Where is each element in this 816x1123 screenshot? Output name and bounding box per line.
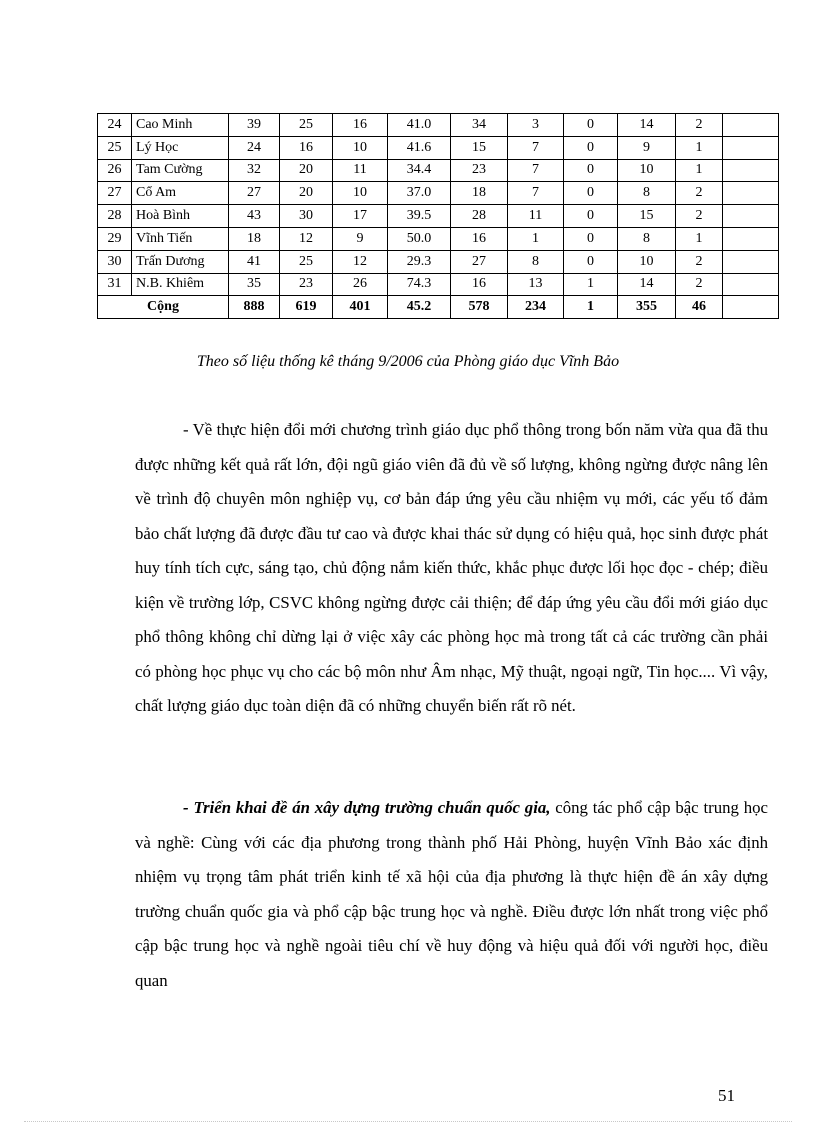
value-cell: 9 bbox=[333, 227, 388, 250]
row-number-cell: 28 bbox=[98, 205, 132, 228]
total-value-cell: 234 bbox=[508, 296, 564, 319]
table-row bbox=[98, 205, 779, 228]
table-row bbox=[98, 182, 779, 205]
value-cell bbox=[723, 136, 779, 159]
value-cell: 1 bbox=[676, 136, 723, 159]
value-cell: 1 bbox=[508, 227, 564, 250]
value-cell: 0 bbox=[564, 182, 618, 205]
value-cell: 0 bbox=[564, 205, 618, 228]
value-cell: 27 bbox=[451, 250, 508, 273]
value-cell: 14 bbox=[618, 273, 676, 296]
row-number-cell: 25 bbox=[98, 136, 132, 159]
value-cell: 39.5 bbox=[388, 205, 451, 228]
value-cell: 7 bbox=[508, 159, 564, 182]
commune-name-cell: Cao Minh bbox=[132, 114, 229, 137]
paragraph-2-text: công tác phổ cập bậc trung học và nghề: Cùng với các địa phương trong thành phố Hải Phòng, huyện Vĩnh Bảo xác định nhiệm vụ trọng tâm phát triển kinh tế xã hội của địa phương là thực hiện đề án xây dựng trường chuẩn quốc gia và phổ cập bậc trung học và nghề. Điều được lớn nhất trong việc phổ cập bậc trung học và nghề ngoài tiêu chí về huy động và hiệu quả đối với người học, điều quan bbox=[135, 798, 768, 990]
value-cell bbox=[723, 205, 779, 228]
value-cell: 25 bbox=[280, 114, 333, 137]
commune-name-cell: N.B. Khiêm bbox=[132, 273, 229, 296]
total-value-cell: 45.2 bbox=[388, 296, 451, 319]
bottom-dotted-rule bbox=[24, 1121, 792, 1122]
value-cell: 25 bbox=[280, 250, 333, 273]
row-number-cell: 29 bbox=[98, 227, 132, 250]
page-number: 51 bbox=[718, 1086, 735, 1105]
value-cell bbox=[723, 227, 779, 250]
commune-name-cell: Trấn Dương bbox=[132, 250, 229, 273]
value-cell bbox=[723, 273, 779, 296]
value-cell: 2 bbox=[676, 205, 723, 228]
table-row bbox=[98, 159, 779, 182]
total-value-cell: 401 bbox=[333, 296, 388, 319]
value-cell: 0 bbox=[564, 159, 618, 182]
total-value-cell bbox=[723, 296, 779, 319]
value-cell: 34 bbox=[451, 114, 508, 137]
value-cell: 10 bbox=[333, 136, 388, 159]
value-cell: 1 bbox=[676, 227, 723, 250]
value-cell: 18 bbox=[229, 227, 280, 250]
value-cell: 41.6 bbox=[388, 136, 451, 159]
value-cell: 35 bbox=[229, 273, 280, 296]
value-cell: 20 bbox=[280, 182, 333, 205]
row-number-cell: 30 bbox=[98, 250, 132, 273]
table-body bbox=[98, 114, 779, 319]
total-row bbox=[98, 296, 779, 319]
value-cell: 1 bbox=[564, 273, 618, 296]
total-value-cell: 888 bbox=[229, 296, 280, 319]
table-row bbox=[98, 114, 779, 137]
paragraph-2-lead: - Triển khai đề án xây dựng trường chuẩn quốc gia, bbox=[183, 798, 551, 817]
table-row bbox=[98, 273, 779, 296]
value-cell: 2 bbox=[676, 114, 723, 137]
value-cell: 10 bbox=[618, 250, 676, 273]
commune-name-cell: Lý Học bbox=[132, 136, 229, 159]
row-number-cell: 24 bbox=[98, 114, 132, 137]
value-cell bbox=[723, 182, 779, 205]
value-cell: 3 bbox=[508, 114, 564, 137]
value-cell: 37.0 bbox=[388, 182, 451, 205]
value-cell: 9 bbox=[618, 136, 676, 159]
value-cell: 10 bbox=[333, 182, 388, 205]
commune-name-cell: Vĩnh Tiến bbox=[132, 227, 229, 250]
value-cell: 41 bbox=[229, 250, 280, 273]
value-cell: 15 bbox=[451, 136, 508, 159]
value-cell: 0 bbox=[564, 227, 618, 250]
table-caption: Theo số liệu thống kê tháng 9/2006 của Phòng giáo dục Vĩnh Bảo bbox=[196, 353, 620, 370]
value-cell: 14 bbox=[618, 114, 676, 137]
value-cell: 39 bbox=[229, 114, 280, 137]
total-value-cell: 46 bbox=[676, 296, 723, 319]
commune-name-cell: Tam Cường bbox=[132, 159, 229, 182]
total-label-cell: Cộng bbox=[98, 296, 229, 319]
total-value-cell: 1 bbox=[564, 296, 618, 319]
value-cell: 8 bbox=[618, 227, 676, 250]
value-cell: 74.3 bbox=[388, 273, 451, 296]
value-cell: 17 bbox=[333, 205, 388, 228]
value-cell: 24 bbox=[229, 136, 280, 159]
value-cell: 2 bbox=[676, 182, 723, 205]
value-cell: 8 bbox=[508, 250, 564, 273]
value-cell: 11 bbox=[508, 205, 564, 228]
value-cell: 20 bbox=[280, 159, 333, 182]
value-cell: 1 bbox=[676, 159, 723, 182]
value-cell: 11 bbox=[333, 159, 388, 182]
value-cell: 0 bbox=[564, 136, 618, 159]
value-cell: 2 bbox=[676, 273, 723, 296]
table-row bbox=[98, 227, 779, 250]
value-cell: 16 bbox=[333, 114, 388, 137]
value-cell: 43 bbox=[229, 205, 280, 228]
value-cell: 32 bbox=[229, 159, 280, 182]
value-cell bbox=[723, 250, 779, 273]
value-cell: 34.4 bbox=[388, 159, 451, 182]
statistics-table bbox=[97, 113, 779, 319]
row-number-cell: 31 bbox=[98, 273, 132, 296]
value-cell: 41.0 bbox=[388, 114, 451, 137]
commune-name-cell: Hoà Bình bbox=[132, 205, 229, 228]
row-number-cell: 26 bbox=[98, 159, 132, 182]
value-cell: 18 bbox=[451, 182, 508, 205]
paragraph-national-standard-schools bbox=[135, 791, 768, 998]
value-cell: 8 bbox=[618, 182, 676, 205]
commune-name-cell: Cổ Am bbox=[132, 182, 229, 205]
value-cell: 26 bbox=[333, 273, 388, 296]
value-cell: 30 bbox=[280, 205, 333, 228]
value-cell: 0 bbox=[564, 250, 618, 273]
value-cell: 27 bbox=[229, 182, 280, 205]
value-cell: 12 bbox=[280, 227, 333, 250]
total-value-cell: 578 bbox=[451, 296, 508, 319]
value-cell: 2 bbox=[676, 250, 723, 273]
total-value-cell: 355 bbox=[618, 296, 676, 319]
paragraph-1-text: - Về thực hiện đổi mới chương trình giáo dục phổ thông trong bốn năm vừa qua đã thu được những kết quả rất lớn, đội ngũ giáo viên đã đủ về số lượng, không ngừng được nâng lên về trình độ chuyên môn nghiệp vụ, cơ bản đáp ứng yêu cầu nhiệm vụ mới, các yếu tố đảm bảo chất lượng đã được đầu tư cao và được khai thác sử dụng có hiệu quả, học sinh được phát huy tính tích cực, sáng tạo, chủ động nắm kiến thức, khắc phục được lối học đọc - chép; điều kiện về trường lớp, CSVC không ngừng được cải thiện; để đáp ứng yêu cầu đổi mới giáo dục phổ thông không chỉ dừng lại ở việc xây các phòng học mà trong tất cả các trường cần phải có phòng học phục vụ cho các bộ môn như Âm nhạc, Mỹ thuật, ngoại ngữ, Tin học.... Vì vậy, chất lượng giáo dục toàn diện đã có những chuyển biến rất rõ nét. bbox=[135, 420, 768, 715]
row-number-cell: 27 bbox=[98, 182, 132, 205]
value-cell: 15 bbox=[618, 205, 676, 228]
value-cell: 23 bbox=[280, 273, 333, 296]
value-cell: 12 bbox=[333, 250, 388, 273]
value-cell: 28 bbox=[451, 205, 508, 228]
value-cell: 16 bbox=[451, 227, 508, 250]
value-cell: 16 bbox=[451, 273, 508, 296]
value-cell: 7 bbox=[508, 182, 564, 205]
table-row bbox=[98, 250, 779, 273]
value-cell: 0 bbox=[564, 114, 618, 137]
value-cell bbox=[723, 114, 779, 137]
value-cell: 7 bbox=[508, 136, 564, 159]
value-cell: 29.3 bbox=[388, 250, 451, 273]
paragraph-curriculum-reform bbox=[135, 413, 768, 724]
value-cell: 13 bbox=[508, 273, 564, 296]
table-row bbox=[98, 136, 779, 159]
value-cell: 10 bbox=[618, 159, 676, 182]
value-cell: 50.0 bbox=[388, 227, 451, 250]
total-value-cell: 619 bbox=[280, 296, 333, 319]
value-cell: 23 bbox=[451, 159, 508, 182]
value-cell: 16 bbox=[280, 136, 333, 159]
value-cell bbox=[723, 159, 779, 182]
